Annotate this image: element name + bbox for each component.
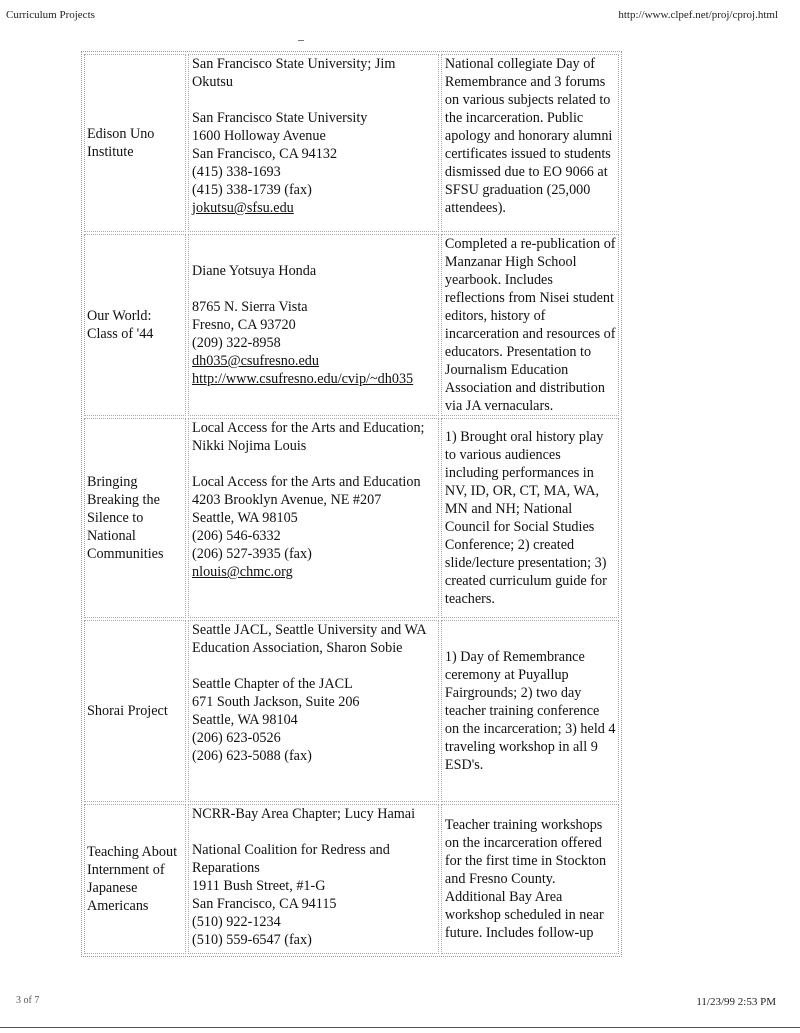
address-line: 671 South Jackson, Suite 206 [192,694,360,710]
address-line: 1911 Bush Street, #1-G [192,878,326,894]
divider [298,40,304,41]
organization: San Francisco State University [192,110,368,126]
email-link[interactable]: jokutsu@sfsu.edu [192,200,294,216]
table-row [84,620,619,802]
project-name: Shorai Project [84,620,186,802]
address-line: San Francisco, CA 94132 [192,146,338,162]
email-link[interactable]: dh035@csufresno.edu [192,353,319,369]
phone: (206) 623-0526 [192,730,281,746]
sponsor: San Francisco State University; Jim Okutsu [192,56,396,90]
contact-cell [188,54,439,232]
phone: (510) 922-1234 [192,914,281,930]
project-name: Bringing Breaking the Silence to National Communities [84,418,186,618]
phone: (209) 322-8958 [192,335,281,351]
sponsor: Local Access for the Arts and Education; Nikki Nojima Louis [192,420,425,454]
address-line: San Francisco, CA 94115 [192,896,337,912]
organization: National Coalition for Redress and Reparations [192,842,390,876]
fax: (206) 527-3935 (fax) [192,546,312,562]
fax: (510) 559-6547 (fax) [192,932,312,948]
table-row [84,804,619,954]
address-line: 1600 Holloway Avenue [192,128,326,144]
sponsor: Diane Yotsuya Honda [192,263,317,279]
project-name: Edison Uno Institute [84,54,186,232]
table-row [84,418,619,618]
projects-table [81,51,622,957]
contact-cell [188,234,439,416]
page-header-title: Curriculum Projects [6,9,95,21]
contact-cell [188,418,439,618]
divider [0,1027,800,1028]
email-link[interactable]: nlouis@chmc.org [192,564,293,580]
description: Teacher training workshops on the incarceration offered for the first time in Stockton and Fresno County. Additional Bay Area workshop scheduled in near future. Includes follow-up [441,804,619,954]
description: National collegiate Day of Remembrance and 3 forums on various subjects related to the incarceration. Public apology and honorary alumni certificates issued to students dismissed due to EO 9066 at SFSU graduation (25,000 attendees). [441,54,619,232]
table-row [84,54,619,232]
description: 1) Brought oral history play to various audiences including performances in NV, ID, OR, CT, MA, WA, MN and NH; National Council for Social Studies Conference; 2) created slide/lecture presentation; 3) created curriculum guide for teachers. [441,418,619,618]
description: Completed a re-publication of Manzanar High School yearbook. Includes reflections from Nisei student editors, history of incarceration and resources of educators. Presentation to Journalism Education Association and distribution via JA vernaculars. [441,234,619,416]
phone: (415) 338-1693 [192,164,281,180]
address-line: Seattle, WA 98105 [192,510,298,526]
sponsor: Seattle JACL, Seattle University and WA Education Association, Sharon Sobie [192,622,426,656]
fax: (206) 623-5088 (fax) [192,748,312,764]
address-line: Fresno, CA 93720 [192,317,296,333]
address-line: 8765 N. Sierra Vista [192,299,308,315]
organization: Seattle Chapter of the JACL [192,676,353,692]
project-name: Our World: Class of '44 [84,234,186,416]
contact-cell [188,804,439,954]
description: 1) Day of Remembrance ceremony at Puyallup Fairgrounds; 2) two day teacher training conference on the incarceration; 3) held 4 traveling workshop in all 9 ESD's. [441,620,619,802]
address-line: 4203 Brooklyn Avenue, NE #207 [192,492,382,508]
table-row [84,234,619,416]
sponsor: NCRR-Bay Area Chapter; Lucy Hamai [192,806,416,822]
fax: (415) 338-1739 (fax) [192,182,312,198]
page-number: 3 of 7 [16,995,40,1006]
address-line: Seattle, WA 98104 [192,712,298,728]
phone: (206) 546-6332 [192,528,281,544]
print-timestamp: 11/23/99 2:53 PM [696,996,776,1008]
organization: Local Access for the Arts and Education [192,474,421,490]
project-name: Teaching About Internment of Japanese Americans [84,804,186,954]
contact-cell [188,620,439,802]
page-header-url: http://www.clpef.net/proj/cproj.html [618,9,778,21]
website-link[interactable]: http://www.csufresno.edu/cvip/~dh035 [192,371,414,387]
